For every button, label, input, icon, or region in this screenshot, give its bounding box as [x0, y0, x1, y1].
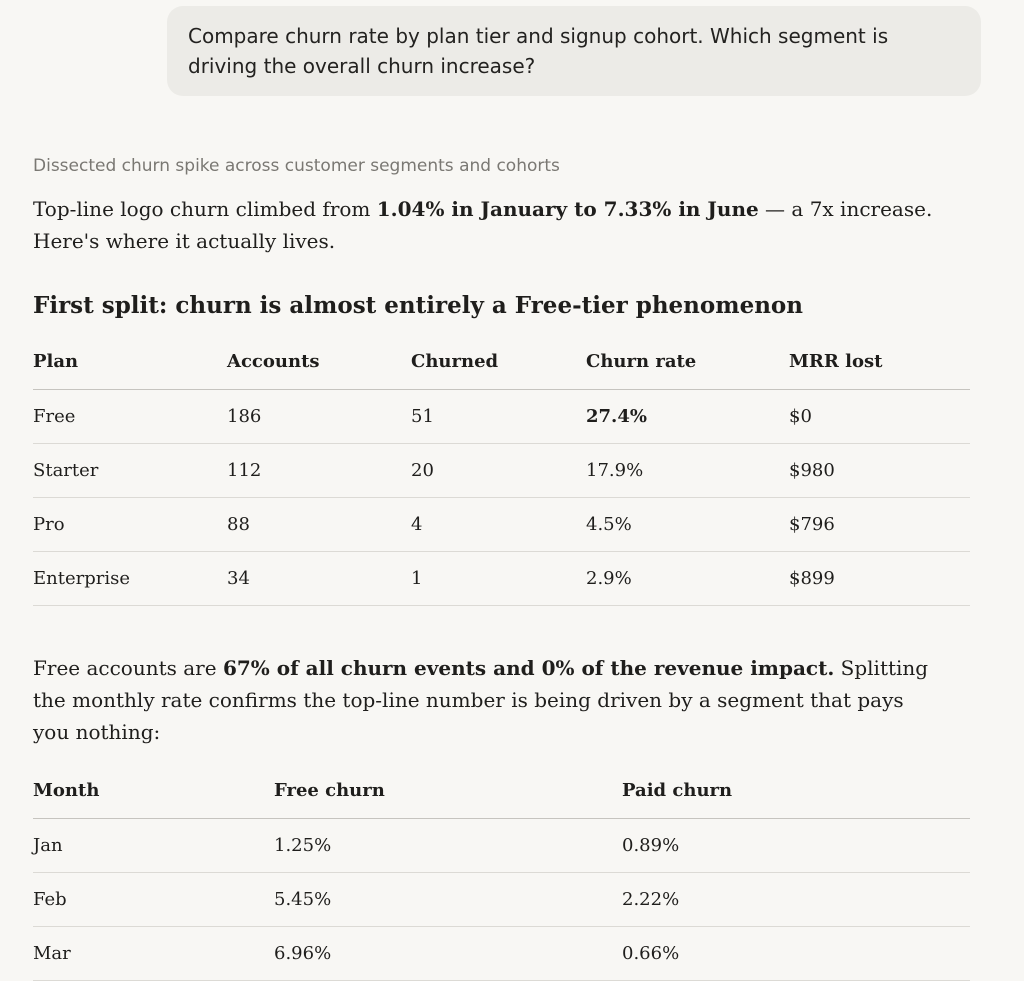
plan-cell: Enterprise: [33, 552, 227, 606]
accounts-cell: 88: [227, 498, 411, 552]
month-cell: Feb: [33, 873, 274, 927]
table-row: [33, 390, 970, 444]
churn-rate-cell: 4.5%: [586, 498, 789, 552]
mrr-lost-cell: $980: [789, 444, 970, 498]
analysis-status-line[interactable]: Dissected churn spike across customer segments and cohorts: [33, 156, 560, 176]
column-header: Paid churn: [622, 763, 970, 819]
churned-cell: 4: [411, 498, 586, 552]
accounts-cell: 112: [227, 444, 411, 498]
user-message-bubble: [167, 6, 981, 96]
churned-cell: 20: [411, 444, 586, 498]
churn-rate-cell: [586, 390, 789, 444]
plan-cell: Pro: [33, 498, 227, 552]
table-header-row: [33, 763, 970, 819]
table-row: [33, 819, 970, 873]
column-header: Free churn: [274, 763, 622, 819]
churn-rate-highlight: 27.4%: [586, 406, 647, 427]
mrr-lost-cell: $899: [789, 552, 970, 606]
table-header-row: [33, 334, 970, 390]
column-header: Plan: [33, 334, 227, 390]
table-row: [33, 498, 970, 552]
paid-churn-cell: 0.66%: [622, 927, 970, 981]
churned-cell: 1: [411, 552, 586, 606]
column-header: MRR lost: [789, 334, 970, 390]
free-churn-cell: 6.96%: [274, 927, 622, 981]
column-header: Accounts: [227, 334, 411, 390]
section-heading: First split: churn is almost entirely a Free-tier phenomenon: [33, 292, 803, 319]
column-header: Month: [33, 763, 274, 819]
free-paragraph-bold: 67% of all churn events and 0% of the revenue impact.: [222, 656, 835, 680]
column-header: Churned: [411, 334, 586, 390]
accounts-cell: 186: [227, 390, 411, 444]
table-row: [33, 552, 970, 606]
free-paragraph-lead: Free accounts are: [33, 656, 223, 680]
table-row: [33, 927, 970, 981]
paid-churn-cell: 2.22%: [622, 873, 970, 927]
plan-cell: Free: [33, 390, 227, 444]
table-row: [33, 873, 970, 927]
column-header: Churn rate: [586, 334, 789, 390]
intro-paragraph: [33, 193, 993, 257]
free-accounts-paragraph: [33, 652, 933, 748]
plan-churn-table: [33, 334, 970, 606]
paid-churn-cell: 0.89%: [622, 819, 970, 873]
free-churn-cell: 5.45%: [274, 873, 622, 927]
monthly-churn-table: [33, 763, 970, 981]
mrr-lost-cell: $796: [789, 498, 970, 552]
churned-cell: 51: [411, 390, 586, 444]
month-cell: Mar: [33, 927, 274, 981]
intro-bold-range: 1.04% in January to 7.33% in June: [376, 197, 759, 221]
table-row: [33, 444, 970, 498]
churn-rate-cell: 17.9%: [586, 444, 789, 498]
mrr-lost-cell: $0: [789, 390, 970, 444]
intro-lead: Top-line logo churn climbed from: [33, 197, 377, 221]
month-cell: Jan: [33, 819, 274, 873]
free-paragraph-tail: Splitting the monthly rate confirms the top-line number is being driven by a segment that pays you nothing:: [33, 656, 929, 744]
churn-rate-cell: 2.9%: [586, 552, 789, 606]
user-message-text: Compare churn rate by plan tier and signup cohort. Which segment is driving the overall churn increase?: [188, 24, 889, 78]
plan-cell: Starter: [33, 444, 227, 498]
intro-tail: — a 7x increase. Here's where it actually lives.: [33, 197, 933, 253]
free-churn-cell: 1.25%: [274, 819, 622, 873]
accounts-cell: 34: [227, 552, 411, 606]
